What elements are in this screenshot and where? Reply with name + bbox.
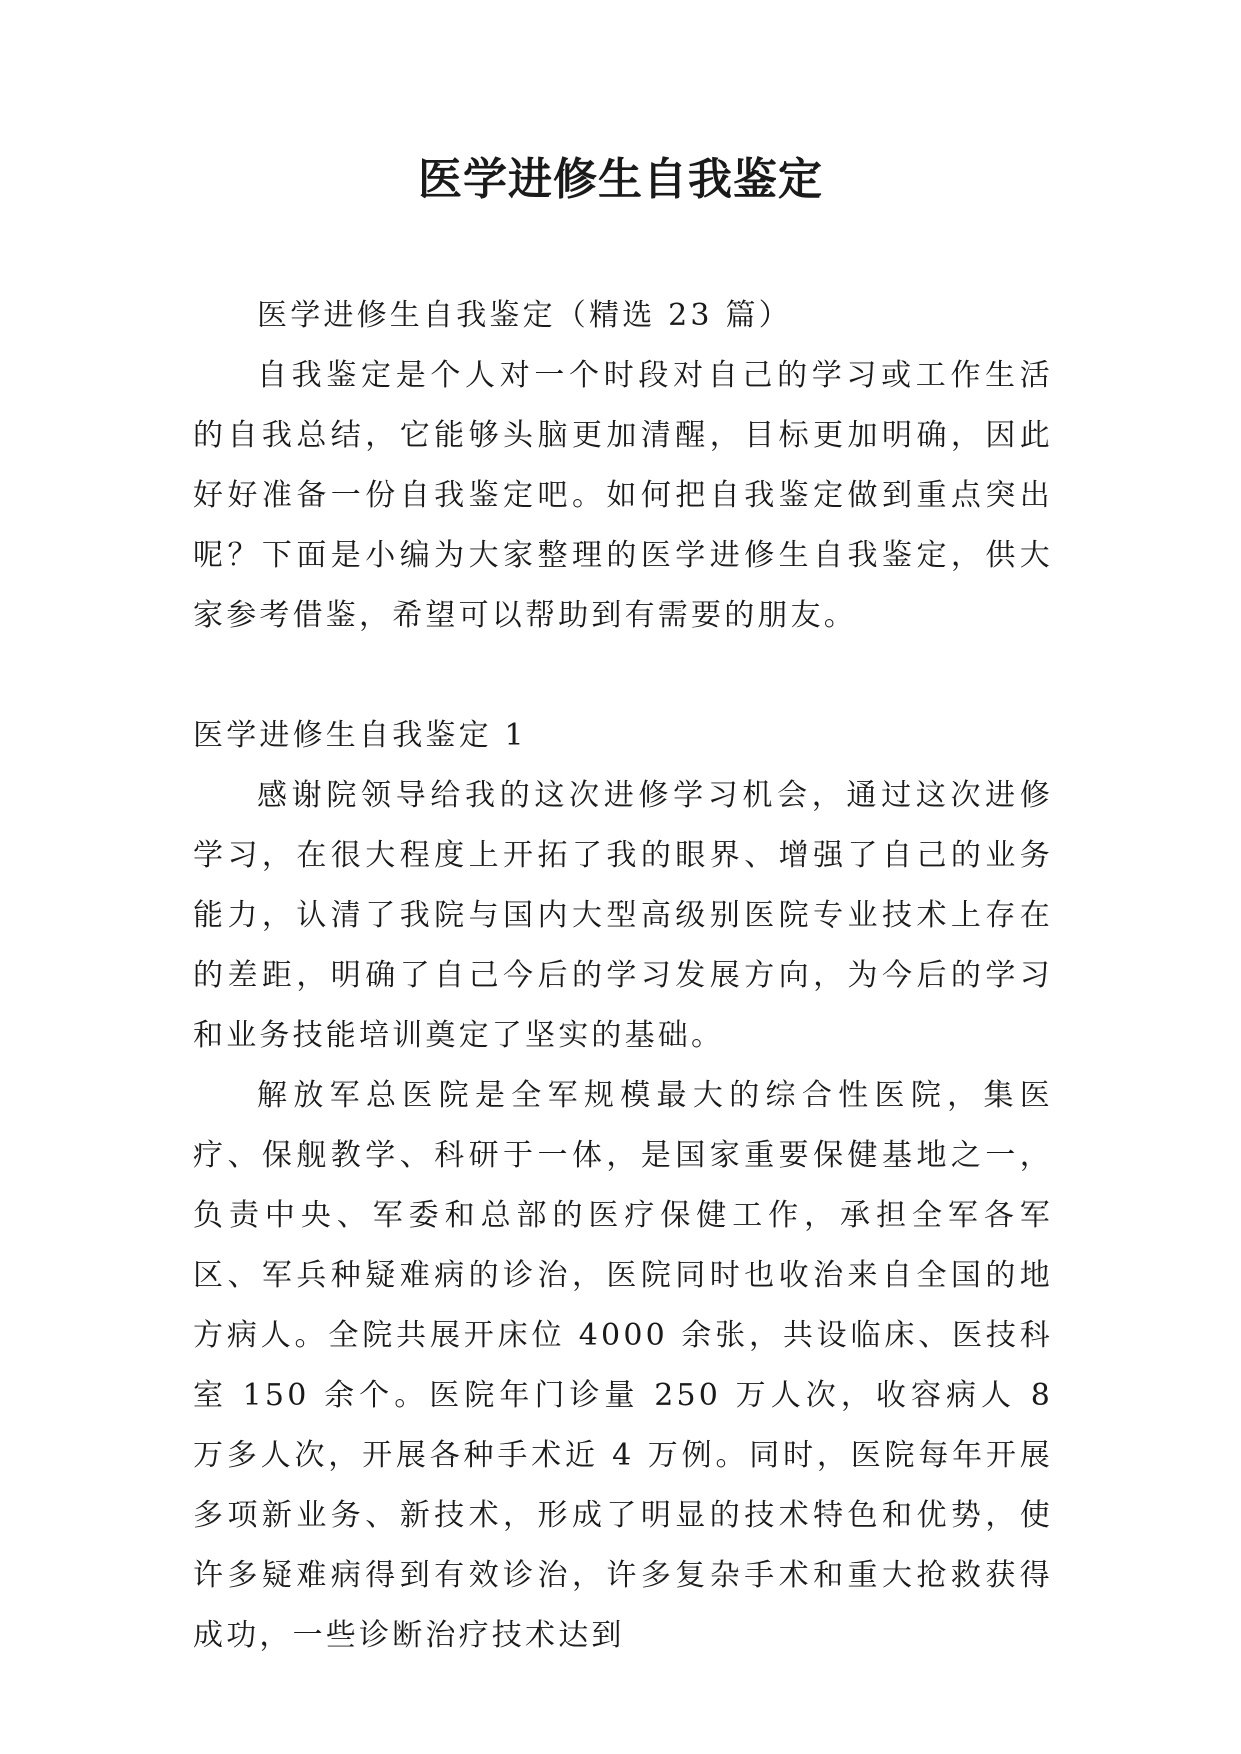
body-paragraph: 解放军总医院是全军规模最大的综合性医院，集医疗、保舰教学、科研于一体，是国家重要保健基地之一，负责中央、军委和总部的医疗保健工作，承担全军各军区、军兵种疑难病的诊治，医院同时也收治来自全国的地方病人。全院共展开床位 4000 余张，共设临床、医技科室 150 余个。医院年门诊量 250 万人次，收容病人 8 万多人次，开展各种手术近 4 万例。同时，医院每年开展多项新业务、新技术，形成了明显的技术特色和优势，使许多疑难病得到有效诊治，许多复杂手术和重大抢救获得成功，一些诊断治疗技术达到: [193, 1078, 1053, 1653]
section-heading: 医学进修生自我鉴定 1: [193, 718, 527, 753]
intro-paragraph: 自我鉴定是个人对一个时段对自己的学习或工作生活的自我总结，它能够头脑更加清醒，目标更加明确，因此好好准备一份自我鉴定吧。如何把自我鉴定做到重点突出呢？下面是小编为大家整理的医学进修生自我鉴定，供大家参考借鉴，希望可以帮助到有需要的朋友。: [193, 358, 1053, 633]
document-subtitle: 医学进修生自我鉴定（精选 23 篇）: [257, 298, 792, 333]
document-body: [193, 286, 1053, 1666]
body-paragraph: 感谢院领导给我的这次进修学习机会，通过这次进修学习，在很大程度上开拓了我的眼界、增强了自己的业务能力，认清了我院与国内大型高级别医院专业技术上存在的差距，明确了自己今后的学习发展方向，为今后的学习和业务技能培训奠定了坚实的基础。: [193, 778, 1053, 1053]
document-title: 医学进修生自我鉴定: [418, 154, 823, 205]
